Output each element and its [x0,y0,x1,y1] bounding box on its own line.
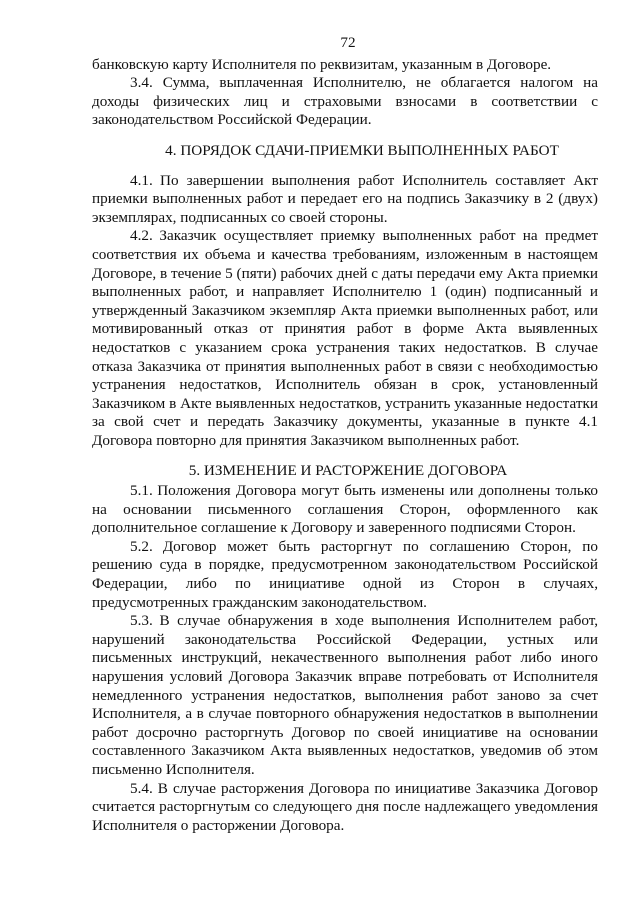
paragraph-number: 5.1. [130,482,153,500]
paragraph-text: Заказчик осуществляет приемку выполненных работ на предмет соответствия их объема и качества требованиям, изложенным в настоящем Договоре, в течение 5 (пяти) рабочих дней с даты передачи ему Акта приемки выполненных работ, и направляет Исполнителю 1 (один) подписанный и утвержденный Заказчиком экземпляр Акта приемки выполненных работ, или мотивированный отказ от принятия работ в форме Акта выявленных недостатков с указанием срока устранения таких недостатков. В случае отказа Заказчика от принятия выполненных работ в связи с необходимостью устранения недостатков, Исполнитель обязан в срок, установленный Заказчиком в Акте выявленных недостатков, устранить указанные недостатки за свой счет и передать Заказчику документы, указанные в пункте 4.1 Договора повторно для принятия Заказчиком выполненных работ. [92,227,598,449]
section-heading-4: 4. ПОРЯДОК СДАЧИ-ПРИЕМКИ ВЫПОЛНЕННЫХ РАБОТ [165,141,559,159]
paragraph-number: 4.1. [130,171,153,189]
paragraph-5-1 [92,482,598,538]
paragraph-number: 4.2. [130,227,153,245]
paragraph-number: 5.2. [130,537,153,555]
paragraph-5-4: 5.4. В случае расторжения Договора по инициативе Заказчика Договор считается расторгнутым со следующего дня после надлежащего уведомления Исполнителя о расторжении Договора. [92,779,598,834]
paragraph-continuation: банковскую карту Исполнителя по реквизитам, указанным в Договоре. [92,55,552,73]
paragraph-4-2 [92,227,598,450]
paragraph-4-1 [92,172,598,228]
section-heading-5: 5. ИЗМЕНЕНИЕ И РАСТОРЖЕНИЕ ДОГОВОРА [188,462,508,480]
paragraph-3-4: 3.4. Сумма, выплаченная Исполнителю, не облагается налогом на доходы физических лиц и страховыми взносами в соответствии с законодательством Российской Федерации. [92,74,598,129]
paragraph-5-2 [92,538,598,612]
paragraph-text: В случае обнаружения в ходе выполнения Исполнителем работ, нарушений законодательства Российской Федерации, устных или письменных инструкций, некачественного выполнения работ либо иного нарушения условий Договора Заказчик вправе потребовать от Исполнителя немедленного устранения недостатков, выполнения работ заново за счет Исполнителя, а в случае повторного обнаружения недостатков в выполнении работ досрочно расторгнуть Договор по своей инициативе на основании составленного Заказчиком Акта выявленных недостатков, уведомив об этом письменно Исполнителя. [92,612,598,778]
paragraph-text: Договор может быть расторгнут по соглашению Сторон, по решению суда в порядке, предусмотренном законодательством Российской Федерации, либо по инициативе одной из Сторон в случаях, предусмотренных гражданским законодательством. [92,537,599,611]
paragraph-5-3 [92,612,598,779]
paragraph-number: 5.3. [130,612,153,630]
paragraph-text: Положения Договора могут быть изменены или дополнены только на основании письменного соглашения Сторон, оформленного как дополнительное соглашение к Договору и заверенного подписями Сторон. [92,482,598,537]
document-page [92,34,598,835]
page-number: 72 [340,34,356,51]
paragraph-text: По завершении выполнения работ Исполнитель составляет Акт приемки выполненных работ и передает его на подпись Заказчику в 2 (двух) экземплярах, подписанных со своей стороны. [92,171,598,226]
